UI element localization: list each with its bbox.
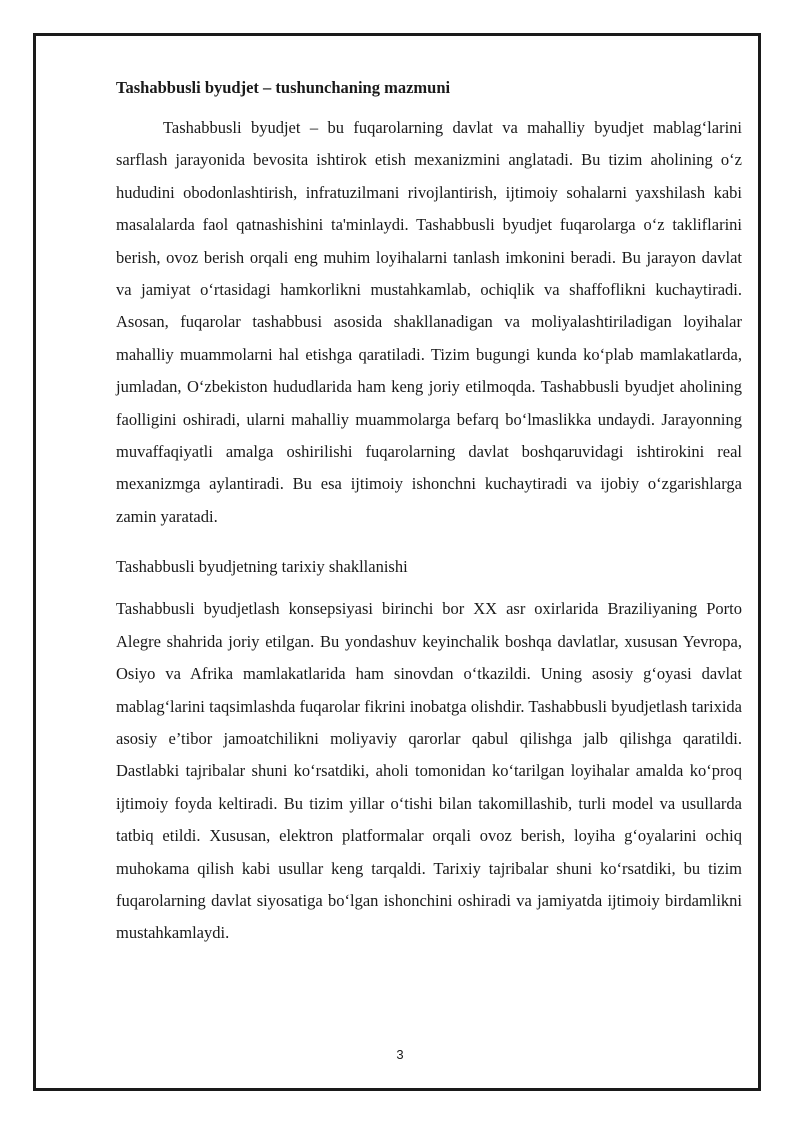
paragraph-history: Tashabbusli byudjetlash konsepsiyasi birinchi bor XX asr oxirlarida Braziliyaning Porto Alegre shahrida joriy etilgan. Bu yondashuv keyinchalik boshqa davlatlar, xususan Yevropa, Osiyo va Afrika mamlakatlarida ham sinovdan o‘tkazildi. Uning asosiy g‘oyasi davlat mablag‘larini taqsimlashda fuqarolar fikrini inobatga olishdir. Tashabbusli byudjetlash tarixida asosiy e’tibor jamoatchilikni moliyaviy qarorlar qabul qilishga jalb qilishga qaratildi. Dastlabki tajribalar shuni ko‘rsatdiki, aholi tomonidan ko‘tarilgan loyihalar amalda ko‘proq ijtimoiy foyda keltiradi. Bu tizim yillar o‘tishi bilan takomillashib, turli model va usullarda tatbiq etildi. Xususan, elektron platformalar orqali ovoz berish, loyiha g‘oyalarini ochiq muhokama qilish kabi usullar keng tarqaldi. Tarixiy tajribalar shuni ko‘rsatdiki, bu tizim fuqarolarning davlat siyosatiga bo‘lgan ishonchini oshiradi va jamiyatda ijtimoiy birdamlikni mustahkamlaydi. [116, 599, 742, 943]
page-number: 3 [396, 1047, 404, 1062]
document-body [116, 76, 742, 950]
section-subheading: Tashabbusli byudjetning tarixiy shakllanishi [116, 557, 408, 577]
paragraph-definition: Tashabbusli byudjet – bu fuqarolarning davlat va mahalliy byudjet mablag‘larini sarflash jarayonida bevosita ishtirok etish mexanizmini anglatadi. Bu tizim aholining o‘z hududini obodonlashtirish, infratuzilmani rivojlantirish, ijtimoiy sohalarni yaxshilash kabi masalalarda faol qatnashishini ta'minlaydi. Tashabbusli byudjet fuqarolarga o‘z takliflarini berish, ovoz berish orqali eng muhim loyihalarni tanlash imkonini beradi. Bu jarayon davlat va jamiyat o‘rtasidagi hamkorlikni mustahkamlab, ochiqlik va shaffoflikni kuchaytiradi. Asosan, fuqarolar tashabbusi asosida shakllanadigan va moliyalashtiriladigan loyihalar mahalliy muammolarni hal etishga qaratiladi. Tizim bugungi kunda ko‘plab mamlakatlarda, jumladan, O‘zbekiston hududlarida ham keng joriy etilmoqda. Tashabbusli byudjet aholining faolligini oshiradi, ularni mahalliy muammolarga befarq bo‘lmaslikka undaydi. Jarayonning muvaffaqiyatli amalga oshirilishi fuqarolarning davlat boshqaruvidagi ishtirokini real mexanizmga aylantiradi. Bu esa ijtimoiy ishonchni kuchaytiradi va ijobiy o‘zgarishlarga zamin yaratadi. [116, 118, 742, 526]
section-heading: Tashabbusli byudjet – tushunchaning mazmuni [116, 78, 451, 97]
